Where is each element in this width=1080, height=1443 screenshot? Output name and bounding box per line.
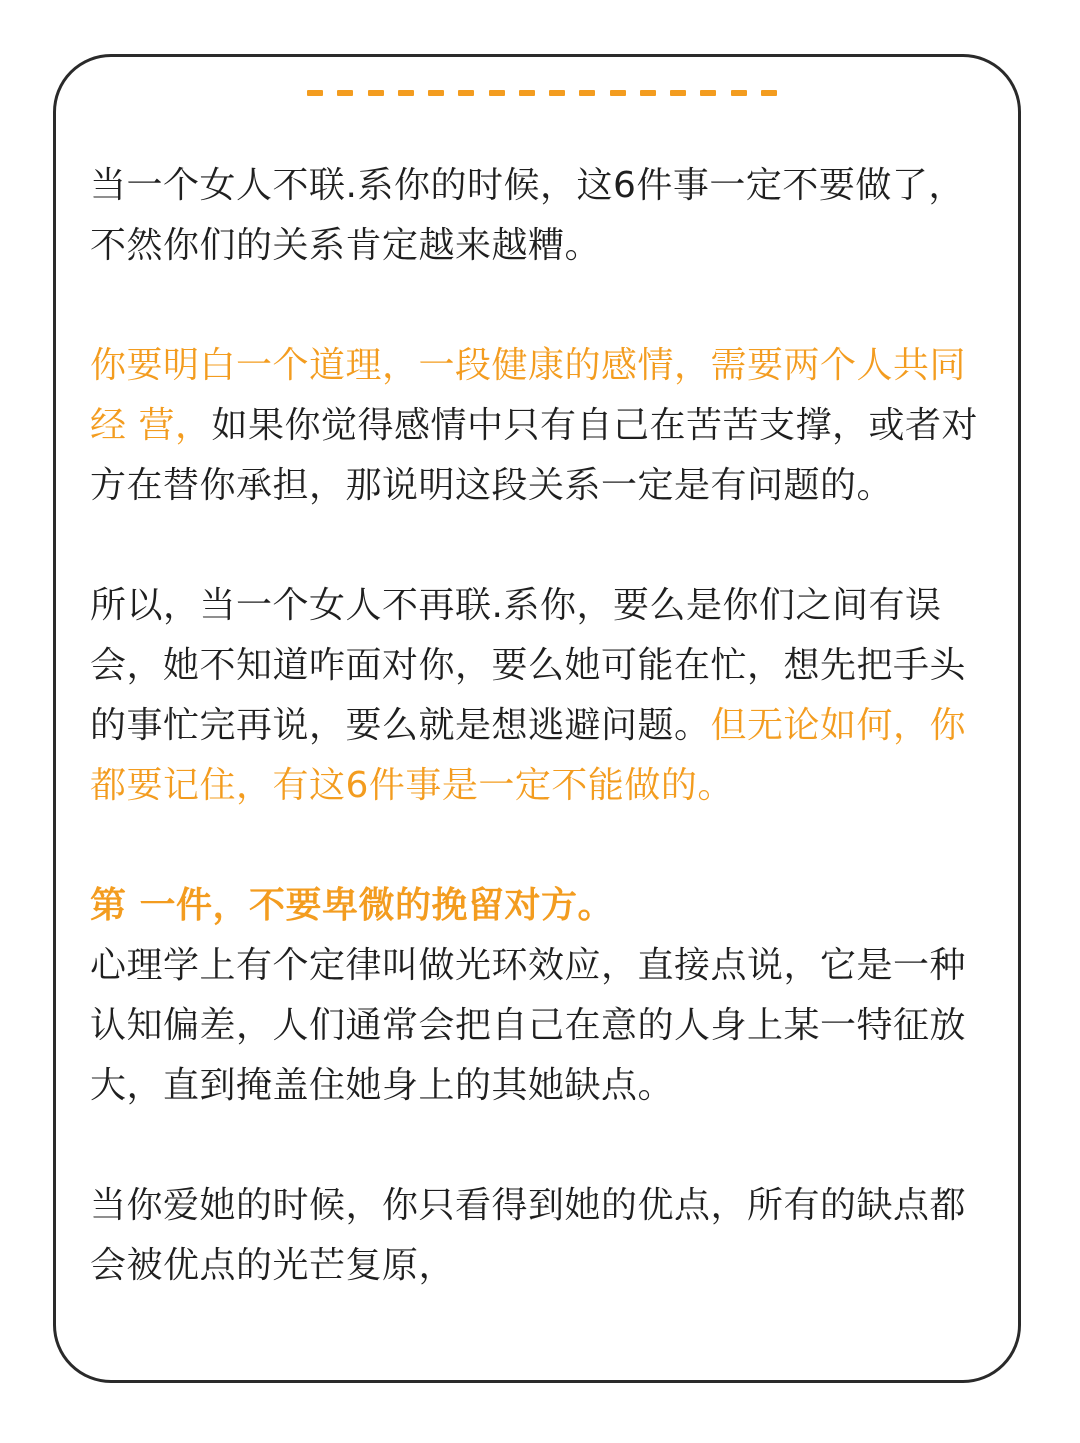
paragraph-love: 当你爱她的时候，你只看得到她的优点，所有的缺点都会被优点的光芒复原，: [90, 1185, 967, 1286]
dash: [700, 90, 716, 96]
paragraph-halo-effect: 心理学上有个定律叫做光环效应，直接点说，它是一种认知偏差，人们通常会把自己在意的人身上某一特征放大，直到掩盖住她身上的其她缺点。: [90, 945, 967, 1106]
paragraph-gap: [90, 1116, 990, 1176]
dash: [670, 90, 686, 96]
paragraph-reasons: [90, 576, 990, 816]
article-body: [90, 156, 990, 1296]
dash: [549, 90, 565, 96]
section-heading-first: 第 一件，不要卑微的挽留对方。: [90, 885, 615, 926]
paragraph-gap: [90, 816, 990, 876]
dash: [428, 90, 444, 96]
body-text: 所以，当一个女人不再联.系你，要么是你们之间有误会，她不知道咋面对你，要么她可能在忙，想先把手头的事忙完再说，要么就是想逃避问题。: [90, 585, 967, 746]
dash: [368, 90, 384, 96]
paragraph-intro: 当一个女人不联.系你的时候，这6件事一定不要做了，不然你们的关系肯定越来越糟。: [90, 165, 965, 266]
paragraph-gap: [90, 516, 990, 576]
dash: [610, 90, 626, 96]
paragraph-relationship: [90, 336, 990, 516]
dashed-divider: [307, 90, 777, 96]
highlight-text: 你要明白一个道理，一段健康的感情，需要两个人共同经 营，: [90, 345, 967, 446]
highlight-text: 但无论如何，你都要记住，有这6件事是一定不能做的。: [90, 705, 967, 806]
dash: [519, 90, 535, 96]
dash: [640, 90, 656, 96]
dash: [731, 90, 747, 96]
paragraph-gap: [90, 276, 990, 336]
dash: [337, 90, 353, 96]
body-text: 如果你觉得感情中只有自己在苦苦支撑，或者对方在替你承担，那说明这段关系一定是有问题的。: [90, 405, 978, 506]
dash: [579, 90, 595, 96]
dash: [489, 90, 505, 96]
dash: [398, 90, 414, 96]
dash: [458, 90, 474, 96]
dash: [761, 90, 777, 96]
dash: [307, 90, 323, 96]
